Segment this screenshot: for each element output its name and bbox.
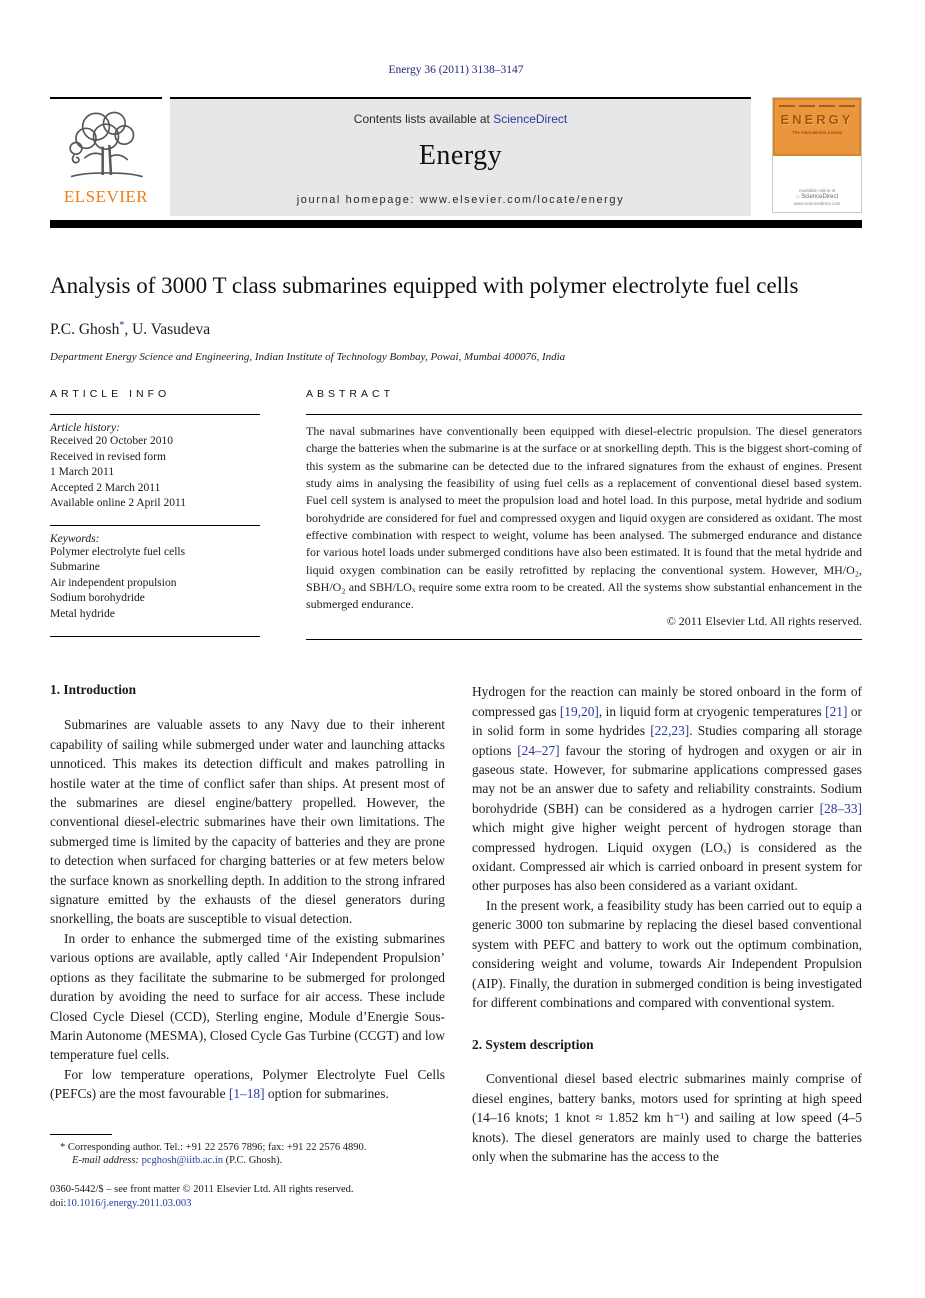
journal-citation: Energy 36 (2011) 3138–3147 — [388, 64, 524, 76]
text-segment: favour the storing of hydrogen and oxygen or air in gaseous state. However, for submarine applications compressed gases may not be an answer due to safety and reliability constraints. Sodium borohydride (SBH) can be considered as a hydrogen carrier — [472, 742, 862, 816]
history-line: Received 20 October 2010 — [50, 435, 173, 448]
text-segment: Hydrogen for the reaction can mainly be stored onboard in the form of compressed gas — [472, 684, 862, 719]
elsevier-tree-icon — [64, 105, 148, 185]
journal-first-page — [0, 64, 925, 1212]
article-body — [50, 682, 862, 1211]
corresponding-author-text: Corresponding author. Tel.: +91 22 2576 7896; fax: +91 22 2576 4890. — [67, 1141, 367, 1153]
section-heading-system-description: 2. System description — [472, 1037, 594, 1053]
text-segment: In the present work, a feasibility study has been carried out to equip a generic 3000 ton submarine by replacing the diesel based conventional system with PEFC and battery to work out the optimum combination, considering weight and volume, towards Air Independent Propulsion (AIP). Finally, the duration in submerged condition is being investigated for different combinations and compared with conventional system. — [472, 897, 862, 1010]
divider — [306, 414, 862, 415]
body-paragraph — [472, 896, 862, 1012]
text-segment: , in liquid form at cryogenic temperatures — [598, 703, 826, 719]
keyword-item: Submarine — [50, 561, 100, 574]
history-line: Received in revised form — [50, 450, 166, 463]
body-paragraph — [50, 715, 445, 928]
article-info-heading: ARTICLE INFO — [50, 388, 171, 401]
email-label: E-mail address: — [72, 1154, 139, 1166]
journal-cover-bottom — [773, 156, 861, 212]
journal-cover-top — [773, 98, 861, 156]
divider — [50, 636, 260, 637]
footnote-marker: * — [60, 1141, 66, 1153]
citation-link[interactable]: [21] — [825, 703, 848, 719]
text-segment: Submarines are valuable assets to any Navy due to their inherent capability of sailing while submerged under water and launching attacks unnoticed. This makes its detection difficult and makes patrolling in hostile water at the time of conflict safer than ships. At present most of the submarines are diesel engine/battery propelled. However, the conventional diesel-electric submarines have their own limitations. The submerged time is limited by the capacity of batteries and they are prone to detection when surfaced for charging batteries or at few meters below the surface known as snorkelling depth. In addition to the strong infrared signature emitted by the exhausts of the diesel generators during snorkelling, the boats are susceptible to visual detection. — [50, 717, 445, 927]
keyword-item: Polymer electrolyte fuel cells — [50, 545, 186, 558]
section-heading-introduction: 1. Introduction — [50, 682, 137, 698]
cover-available-online-text: Available online at — [798, 188, 836, 193]
article-title: Analysis of 3000 T class submarines equipped with polymer electrolyte fuel cells — [50, 273, 799, 298]
cover-sciencedirect-logo: ◇ ScienceDirect — [796, 194, 838, 200]
email-suffix: (P.C. Ghosh). — [223, 1154, 283, 1166]
doi-label: doi: — [50, 1198, 67, 1210]
footnote-divider — [50, 1134, 112, 1135]
body-right-column — [472, 682, 862, 1211]
citation-link[interactable]: [1–18] — [228, 1086, 265, 1102]
cover-header-text — [779, 105, 855, 107]
email-line — [50, 1155, 445, 1166]
elsevier-logo — [50, 97, 162, 216]
divider — [306, 639, 862, 640]
divider — [50, 414, 260, 415]
imprint-block — [50, 1183, 445, 1212]
citation-link[interactable]: [22,23] — [650, 723, 690, 739]
cover-journal-title: ENERGY — [780, 112, 854, 127]
keywords-label: Keywords: — [50, 532, 100, 545]
body-paragraph — [472, 1069, 862, 1166]
abstract-text: The naval submarines have conventionally been equipped with diesel-electric propulsion. The diesel generators charge the batteries when the submarine is at the surface or at snorkelling depth. This is the biggest short-coming of this system as the submarine can be detected due to the infrared signatures from the exhaust of engines. Present study aims in analysing the feasibility of using fuel cells as a replacement of conventional diesel based system. Fuel cell system is analysed to meet the propulsion load and hotel load. In this purpose, metal hydride and sodium borohydride are considered for fuel and compressed oxygen and liquid oxygen are considered as oxidant. The most effective combination with respect to weight, volume has been analysed. The submerged endurance and distance for various hotel loads under submerged conditions have also been estimated. It is found that the metal hydride and liquid oxygen combination can be easily retrofitted by replacing the conventional system. However, MH/O₂, SBH/O₂ and SBH/LOₓ require some extra room to be created. All the systems show substantial enhancement in the submerged endurance. — [306, 424, 862, 612]
abstract-heading: ABSTRACT — [306, 388, 395, 401]
body-paragraph — [50, 929, 445, 1065]
contents-lists-text: Contents lists available at — [353, 112, 494, 126]
contents-lists-line — [180, 112, 741, 126]
journal-cover-thumbnail[interactable] — [772, 97, 862, 213]
doi-link[interactable]: 10.1016/j.energy.2011.03.003 — [66, 1198, 192, 1210]
authors-line — [50, 320, 862, 339]
article-history-label: Article history: — [50, 422, 120, 435]
elsevier-logo-text: ELSEVIER — [63, 187, 149, 206]
journal-masthead — [170, 97, 751, 216]
keyword-item: Air independent propulsion — [50, 576, 177, 589]
footnote-block — [50, 1134, 445, 1166]
doi-line — [50, 1197, 445, 1212]
keyword-item: Metal hydride — [50, 607, 115, 620]
history-line: 1 March 2011 — [50, 466, 115, 479]
header-black-bar — [50, 220, 862, 228]
cover-sciencedirect-url: www.sciencedirect.com — [793, 201, 841, 206]
citation-link[interactable]: [19,20] — [559, 703, 599, 719]
cover-subtitle: The International Journal — [792, 130, 842, 135]
text-segment: or in solid form in some hydrides — [472, 703, 862, 739]
affiliation: Department Energy Science and Engineering, Indian Institute of Technology Bombay, Powai, Mumbai 400076, India — [50, 351, 566, 364]
info-abstract-block — [50, 388, 862, 640]
sciencedirect-link[interactable]: ScienceDirect — [493, 112, 568, 126]
journal-banner — [50, 97, 862, 216]
abstract-column — [306, 388, 862, 640]
body-left-column — [50, 682, 445, 1211]
corresponding-author-marker[interactable]: * — [119, 320, 125, 331]
author-name: P.C. Ghosh — [50, 321, 120, 339]
text-segment: For low temperature operations, Polymer Electrolyte Fuel Cells (PEFCs) are the most favourable — [50, 1066, 445, 1102]
history-line: Accepted 2 March 2011 — [50, 481, 161, 494]
copyright-line: © 2011 Elsevier Ltd. All rights reserved. — [666, 614, 862, 629]
divider — [50, 525, 260, 526]
text-segment: Conventional diesel based electric submarines mainly comprise of diesel engines, battery banks, motors used for sprinting at high speed (14–16 knots; 1 knot ≈ 1.852 km h⁻¹) and sailing at low speed (4–5 knots). The diesel generators are mainly used to charge the batteries only when the submarine has the access to the — [472, 1071, 862, 1164]
text-segment: option for submarines. — [264, 1086, 389, 1102]
author-name: , U. Vasudeva — [124, 321, 211, 339]
body-paragraph — [472, 682, 862, 895]
corresponding-author-note — [50, 1142, 445, 1153]
citation-link[interactable]: [28–33] — [819, 800, 862, 816]
history-line: Available online 2 April 2011 — [50, 497, 187, 510]
journal-title: Energy — [418, 140, 503, 171]
body-paragraph — [50, 1065, 445, 1104]
text-segment: which might give higher weight percent of hydrogen storage than compressed hydrogen. Liquid oxygen (LOₓ) is considered as the oxidant. Compressed air which is carried onboard in present system for other purposes has also been considered as a variant oxidant. — [472, 820, 862, 894]
text-segment: . Studies comparing all storage options — [472, 723, 862, 758]
journal-homepage-link[interactable]: journal homepage: www.elsevier.com/locate/energy — [296, 194, 625, 206]
citation-link[interactable]: [24–27] — [517, 742, 560, 758]
email-link[interactable]: pcghosh@iitb.ac.in — [141, 1154, 224, 1166]
text-segment: In order to enhance the submerged time of the existing submarines various options are available, aptly called ‘Air Independent Propulsion’ options as they facilitate the submarine to be submerged for prolonged duration by avoiding the need to surface for air access. These include Closed Cycle Diesel (CCD), Sterling engine, Module d’Energie Sous-Marin Autonome (MESMA), Closed Cycle Gas Turbine (CCGT) and low temperature fuel cells. — [50, 930, 446, 1063]
keyword-item: Sodium borohydride — [50, 592, 145, 605]
issn-copyright-line: 0360-5442/$ – see front matter © 2011 Elsevier Ltd. All rights reserved. — [50, 1183, 354, 1195]
article-info-column — [50, 388, 260, 640]
